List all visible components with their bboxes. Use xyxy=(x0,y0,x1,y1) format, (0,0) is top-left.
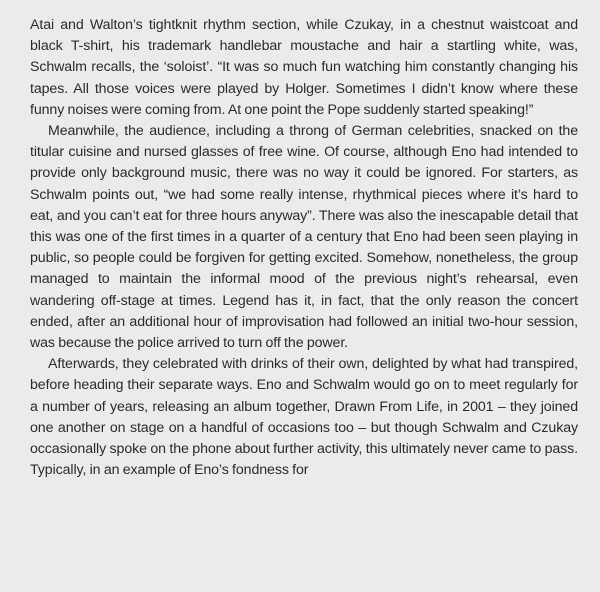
paragraph-2: Meanwhile, the audience, including a throng of German celebrities, snacked on the titular cuisine and nursed glasses of free wine. Of course, although Eno had intended to provide only background music, there was no way it could be ignored. For starters, as Schwalm points out, “we had some really intense, rhythmical pieces where it’s hard to eat, and you can’t eat for three hours anyway”. There was also the inescapable detail that this was one of the first times in a quarter of a century that Eno had been seen playing in public, so people could be forgiven for getting excited. Somehow, nonetheless, the group managed to maintain the informal mood of the previous night’s rehearsal, even wandering off-stage at times. Legend has it, in fact, that the only reason the concert ended, after an additional hour of improvisation had followed an initial two-hour session, was because the police arrived to turn off the power. xyxy=(30,123,578,352)
document-page xyxy=(30,15,578,481)
paragraph-1: Atai and Walton’s tightknit rhythm section, while Czukay, in a chestnut waistcoat and black T-shirt, his trademark handlebar moustache and hair a startling white, was, Schwalm recalls, the ‘soloist’. “It was so much fun watching him constantly changing his tapes. All those voices were played by Holger. Sometimes I didn’t know where these funny noises were coming from. At one point the Pope suddenly started speaking!” xyxy=(30,17,578,118)
paragraph-3: Afterwards, they celebrated with drinks of their own, delighted by what had transpired, before heading their separate ways. Eno and Schwalm would go on to meet regularly for a number of years, releasing an album together, Drawn From Life, in 2001 – they joined one another on stage on a handful of occasions too – but though Schwalm and Czukay occasionally spoke on the phone about further activity, this ultimately never came to pass. Typically, in an example of Eno’s fondness for xyxy=(30,356,578,479)
